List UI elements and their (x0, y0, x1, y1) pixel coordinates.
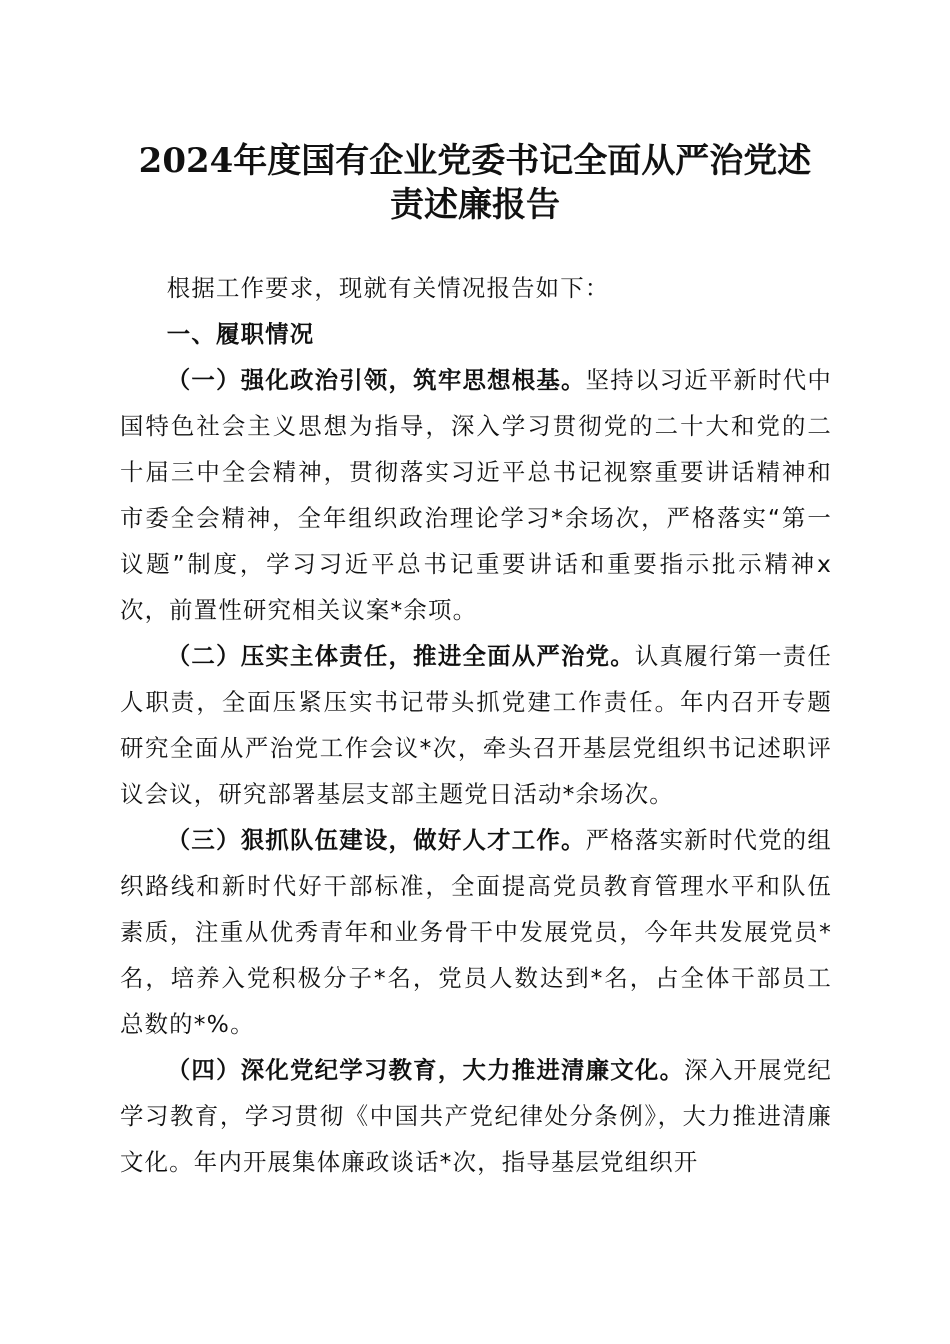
paragraph-3 (120, 817, 832, 1047)
paragraph-2-text: 认真履行第一责任人职责，全面压紧压实书记带头抓党建工作责任。年内召开专题研究全面从严治党工作会议*次，牵头召开基层党组织书记述职评议会议，研究部署基层支部主题党日活动*余场次。 (120, 642, 832, 808)
paragraph-1 (120, 357, 832, 633)
intro-paragraph: 根据工作要求，现就有关情况报告如下： (166, 274, 610, 302)
paragraph-1-text: 坚持以习近平新时代中国特色社会主义思想为指导，深入学习贯彻党的二十大和党的二十届三中全会精神，贯彻落实习近平总书记视察重要讲话精神和市委全会精神，全年组织政治理论学习*余场次，严格落实“第一议题”制度，学习习近平总书记重要讲话和重要指示批示精神x次，前置性研究相关议案*余项。 (120, 366, 832, 624)
paragraph-1-lead: （一）强化政治引领，筑牢思想根基。 (166, 366, 586, 394)
document-title-line-2: 责述廉报告 (390, 185, 560, 225)
paragraph-2-lead: （二）压实主体责任，推进全面从严治党。 (166, 642, 635, 670)
document-body (120, 265, 832, 1185)
document-title-line-1: 2024年度国有企业党委书记全面从严治党述 (138, 141, 812, 181)
section-heading: 一、履职情况 (166, 320, 315, 348)
paragraph-4-text: 深入开展党纪学习教育，学习贯彻《中国共产党纪律处分条例》，大力推进清廉文化。年内开展集体廉政谈话*次，指导基层党组织开 (120, 1056, 833, 1176)
paragraph-4-lead: （四）深化党纪学习教育，大力推进清廉文化。 (166, 1056, 685, 1084)
paragraph-4 (120, 1047, 832, 1185)
paragraph-3-lead: （三）狠抓队伍建设，做好人才工作。 (166, 826, 586, 854)
paragraph-2 (120, 633, 832, 817)
paragraph-3-text: 严格落实新时代党的组织路线和新时代好干部标准，全面提高党员教育管理水平和队伍素质，注重从优秀青年和业务骨干中发展党员，今年共发展党员*名，培养入党积极分子*名，党员人数达到*名，占全体干部员工总数的*%。 (120, 826, 832, 1038)
